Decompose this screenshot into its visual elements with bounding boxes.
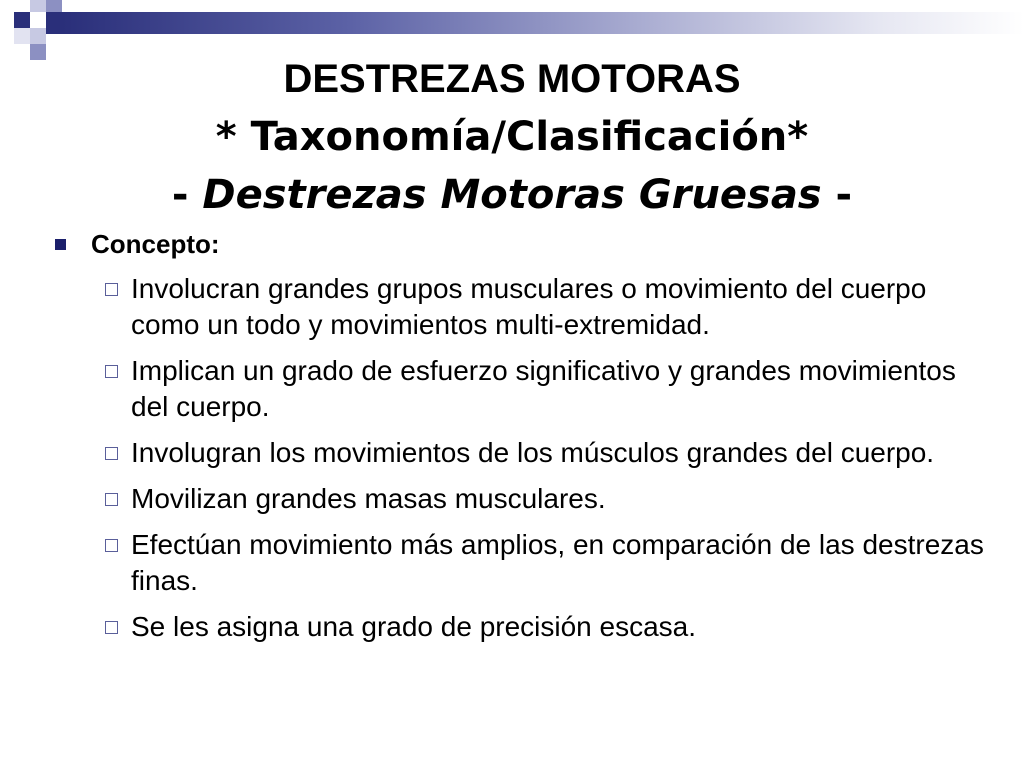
title-line-3-suffix: - (821, 172, 853, 218)
list-item-text: Implican un grado de esfuerzo significativo y grandes movimientos del cuerpo. (131, 355, 956, 422)
deco-square (30, 0, 46, 12)
title-line-3-prefix: - (171, 172, 203, 218)
title-line-3 (0, 166, 1024, 224)
hollow-square-bullet-icon (105, 493, 118, 506)
title-line-1: DESTREZAS MOTORAS (283, 57, 741, 101)
hollow-square-bullet-icon (105, 283, 118, 296)
concept-heading-label: Concepto: (91, 229, 220, 259)
list-item-text: Efectúan movimiento más amplios, en comparación de las destrezas finas. (131, 529, 984, 596)
hollow-square-bullet-icon (105, 621, 118, 634)
list-item-text: Se les asigna una grado de precisión escasa. (131, 611, 697, 642)
slide-body (55, 225, 985, 655)
list-item (105, 353, 985, 425)
list-item (105, 435, 985, 471)
list-item-text: Movilizan grandes masas musculares. (131, 483, 606, 514)
list-item (105, 271, 985, 343)
list-item-text: Involucran grandes grupos musculares o movimiento del cuerpo como un todo y movimientos multi-extremidad. (131, 273, 927, 340)
hollow-square-bullet-icon (105, 447, 118, 460)
list-item (105, 609, 985, 645)
title-line-3-italic: Destrezas Motoras Gruesas (202, 172, 822, 218)
title-line-2: * Taxonomía/Clasificación* (215, 114, 809, 160)
deco-square (46, 0, 62, 12)
hollow-square-bullet-icon (105, 365, 118, 378)
list-item-text: Involugran los movimientos de los músculos grandes del cuerpo. (131, 437, 935, 468)
deco-square (46, 12, 62, 34)
concept-list (55, 271, 985, 645)
hollow-square-bullet-icon (105, 539, 118, 552)
concept-heading (55, 225, 985, 263)
deco-square (14, 28, 30, 44)
deco-square (30, 28, 46, 44)
header-gradient-bar (62, 12, 1024, 34)
deco-square (14, 12, 30, 28)
slide-title (0, 50, 1024, 224)
list-item (105, 527, 985, 599)
list-item (105, 481, 985, 517)
square-bullet-icon (55, 239, 66, 250)
